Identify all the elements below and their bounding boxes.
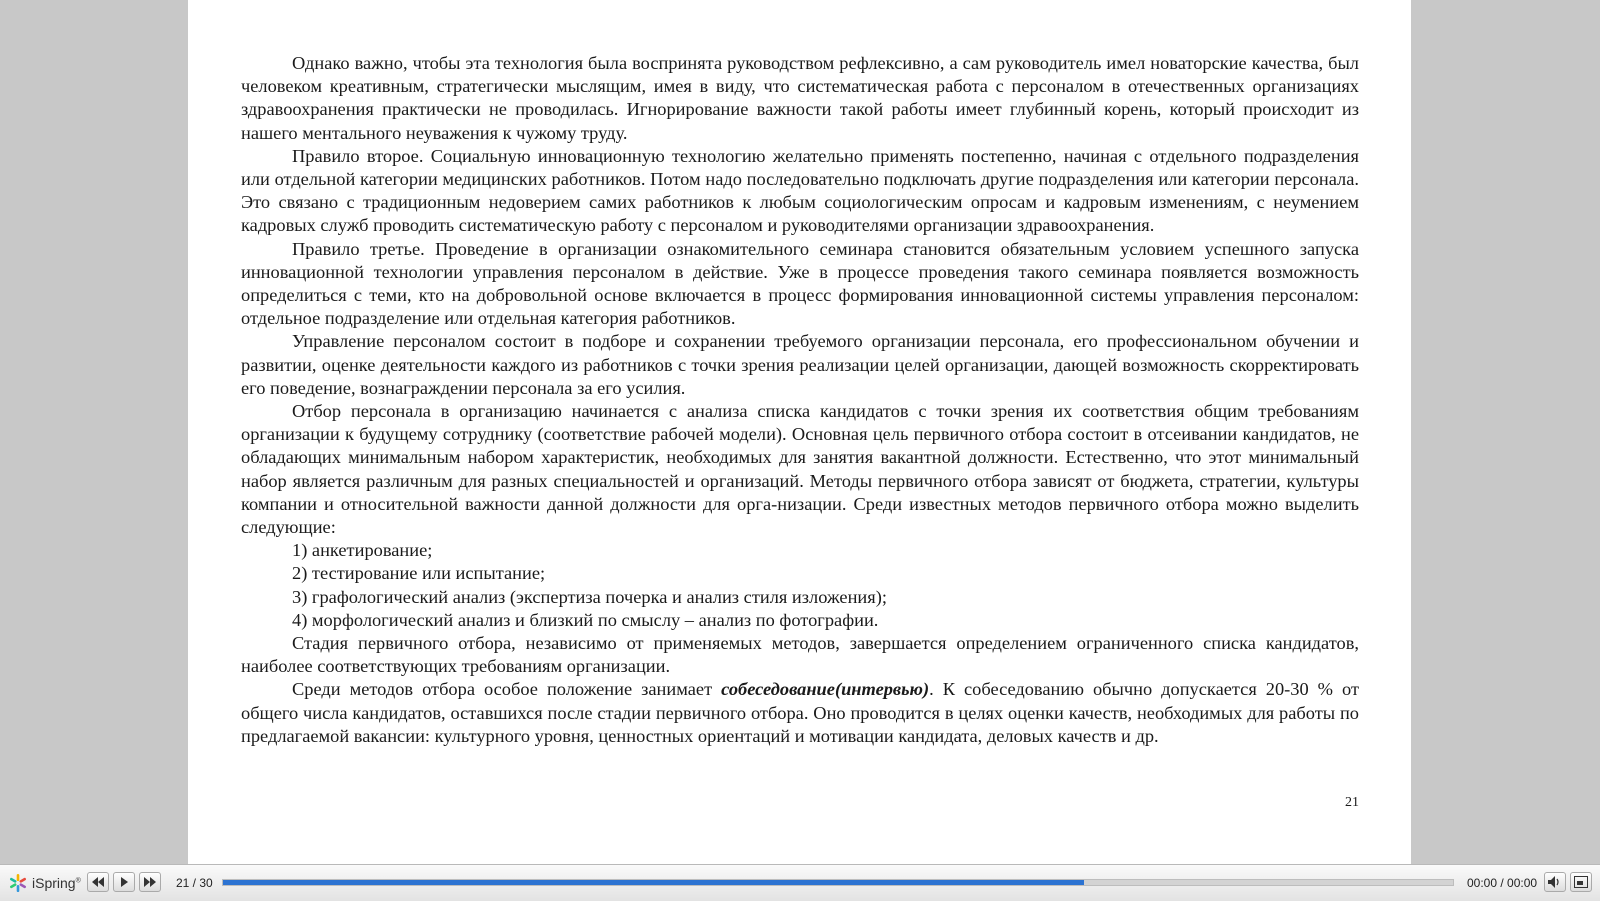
ispring-logo — [8, 873, 81, 893]
ispring-logo-icon — [8, 873, 28, 893]
paragraph: Правило второе. Социальную инновационную технологию желательно применять постепенно, начиная с отдельного подразделения или отдельной категории медицинских работников. Потом надо последовательно подключать другие подразделения или категории персонала. Это связано с традиционным недоверием самих работников к любым социологическим опросам и кадровым изменениям, с неумением кадровых служб проводить систематическую работу с персоналом и руководителями организации здравоохранения. — [241, 145, 1359, 236]
fullscreen-icon — [1574, 876, 1588, 888]
page-number: 21 — [1345, 795, 1359, 810]
paragraph: Однако важно, чтобы эта технология была воспринята руководством рефлексивно, а сам руководитель имел новаторские качества, был человеком креативным, стратегически мыслящим, имея в виду, что систематическая работа с персоналом в отечественных организациях здравоохранения практически не проводилась. Игнорирование важности такой работы имеет глубинный корень, который происходит из нашего ментального неуважения к чужому труду. — [241, 53, 1359, 143]
fullscreen-button[interactable] — [1570, 872, 1592, 892]
progress-fill — [223, 880, 1084, 885]
interview-paragraph — [241, 678, 1359, 748]
paragraph: Отбор персонала в организацию начинается с анализа списка кандидатов с точки зрения их соответствия общим требованиям организации к будущему сотруднику (соответствие рабочей модели). Основная цель первичного отбора состоит в отсеивании кандидатов, не обладающих минимальным набором характеристик, необходимых для занятия вакантной должности. Естественно, что этот минимальный набор является различным для разных специальностей и организаций. Методы первичного отбора зависят от бюджета, стратегии, культуры компании и относительной важности данной должности для орга-низации. Среди известных методов первичного отбора можно выделить следующие: — [241, 401, 1359, 538]
paragraph: Управление персоналом состоит в подборе и сохранении требуемого организации персонала, его профессиональном обучении и развитии, оценке деятельности каждого из работников с точки зрения реализации целей организации, дающей возможность скорректировать его поведение, вознаграждении персонала за его усилия. — [241, 331, 1359, 398]
time-display: 00:00 / 00:00 — [1467, 876, 1538, 890]
paragraph: Правило третье. Проведение в организации ознакомительного семинара становится обязательным условием успешного запуска инновационной технологии управления персоналом в действие. Уже в процессе проведения такого семинара появляется возможность определиться с теми, кто на добровольной основе включается в процесс формирования инновационной системы управления персоналом: отдельное подразделение или отдельная категория работников. — [241, 238, 1359, 329]
fast-forward-icon — [144, 877, 156, 887]
list-item: 3) графологический анализ (экспертиза почерка и анализ стиля изложения); — [292, 586, 887, 607]
player-bar — [0, 864, 1600, 901]
list-item: 1) анкетирование; — [292, 540, 433, 561]
progress-bar[interactable] — [222, 879, 1454, 886]
document-text — [241, 52, 1359, 748]
interview-text-before: Среди методов отбора особое положение занимает — [292, 679, 722, 700]
slide-page — [188, 0, 1411, 864]
volume-button[interactable] — [1544, 872, 1566, 892]
list-item: 4) морфологический анализ и близкий по смыслу – анализ по фотографии. — [292, 609, 879, 630]
logo-mark: ® — [75, 877, 81, 885]
speaker-icon — [1548, 876, 1562, 888]
list-item: 2) тестирование или испытание; — [292, 563, 546, 584]
previous-slide-button[interactable] — [87, 872, 109, 892]
rewind-icon — [92, 877, 104, 887]
paragraph: Стадия первичного отбора, независимо от применяемых методов, завершается определением ограниченного списка кандидатов, наиболее соответствующих требованиям организации. — [241, 633, 1359, 677]
interview-emphasis: собеседование(интервью) — [721, 679, 930, 700]
next-slide-button[interactable] — [139, 872, 161, 892]
logo-text: iSpring® — [32, 875, 81, 891]
slide-counter: 21 / 30 — [176, 876, 213, 890]
interview-text-after: . К собеседованию обычно допускается 20-30 % от общего числа кандидатов, оставшихся после стадии первичного отбора. Оно проводится в целях оценки качеств, необходимых для работы по предлагаемой вакансии: культурного уровня, ценностных ориентаций и мотивации кандидата, деловых качеств и др. — [241, 679, 1359, 746]
play-icon — [119, 877, 129, 887]
play-button[interactable] — [113, 872, 135, 892]
